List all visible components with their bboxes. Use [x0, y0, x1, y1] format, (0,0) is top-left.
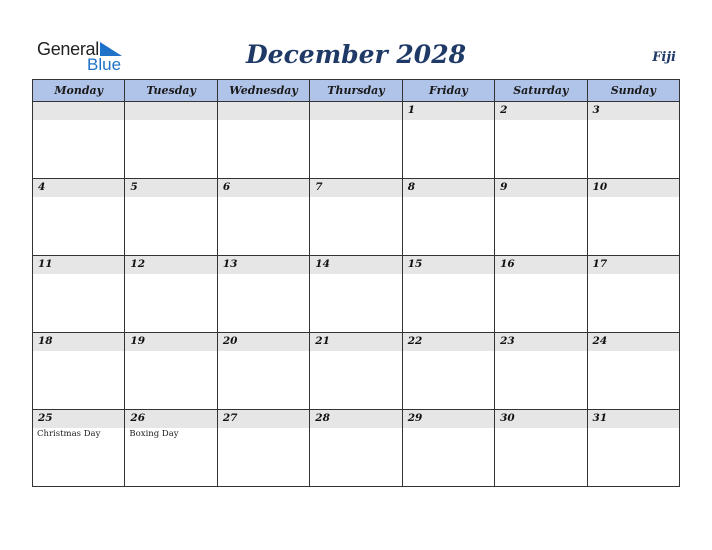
day-number: 27 — [222, 412, 238, 424]
calendar-grid — [32, 79, 680, 487]
day-cell — [402, 256, 494, 333]
day-number-strip — [588, 410, 679, 428]
day-number: 28 — [315, 412, 330, 424]
day-cell — [587, 333, 679, 410]
day-cell — [125, 333, 217, 410]
day-number-strip — [310, 102, 401, 120]
day-cell — [217, 179, 309, 256]
day-number-strip — [403, 256, 494, 274]
day-number: 8 — [407, 181, 415, 193]
day-cell — [217, 333, 309, 410]
day-cell — [125, 410, 217, 487]
logo-text-blue: Blue — [87, 55, 122, 74]
day-number: 4 — [38, 181, 46, 193]
day-cell — [495, 333, 587, 410]
day-cell — [217, 256, 309, 333]
day-number: 29 — [407, 412, 423, 424]
day-cell — [125, 102, 217, 179]
day-cell — [310, 256, 402, 333]
day-cell — [495, 179, 587, 256]
day-number-strip — [33, 410, 124, 428]
day-number-strip — [125, 410, 216, 428]
holiday-label: Boxing Day — [129, 429, 179, 439]
day-cell — [402, 102, 494, 179]
day-number: 14 — [315, 258, 330, 270]
day-cell — [495, 102, 587, 179]
day-number-strip — [310, 179, 401, 197]
day-number: 1 — [407, 104, 415, 116]
day-number-strip — [310, 333, 401, 351]
weekday-header-row — [33, 80, 680, 102]
day-number-strip — [403, 102, 494, 120]
day-number-strip — [588, 179, 679, 197]
day-number: 21 — [315, 335, 330, 347]
day-number: 9 — [500, 181, 508, 193]
calendar-title: December 2028 — [245, 40, 466, 69]
day-number-strip — [33, 179, 124, 197]
day-number: 6 — [222, 181, 231, 193]
day-number-strip — [218, 102, 309, 120]
day-number-strip — [588, 333, 679, 351]
day-number: 30 — [500, 412, 515, 424]
day-number-strip — [403, 333, 494, 351]
day-cell — [33, 102, 125, 179]
day-number: 11 — [38, 258, 53, 270]
day-number-strip — [33, 333, 124, 351]
day-number-strip — [125, 256, 216, 274]
day-number: 7 — [315, 181, 323, 193]
day-cell — [402, 333, 494, 410]
day-number-strip — [588, 256, 679, 274]
logo-text-general: General — [37, 39, 99, 59]
day-cell — [310, 102, 402, 179]
day-cell — [402, 179, 494, 256]
day-number-strip — [495, 410, 586, 428]
weekday-header: Thursday — [310, 80, 402, 102]
day-number: 24 — [592, 335, 608, 347]
day-number: 20 — [222, 335, 238, 347]
day-number-strip — [495, 256, 586, 274]
day-number-strip — [125, 333, 216, 351]
day-number-strip — [125, 102, 216, 120]
week-row — [33, 179, 680, 256]
day-number-strip — [310, 256, 401, 274]
day-cell — [217, 410, 309, 487]
day-cell — [33, 179, 125, 256]
day-cell — [310, 410, 402, 487]
day-number-strip — [218, 256, 309, 274]
day-number-strip — [495, 333, 586, 351]
day-number: 26 — [130, 412, 146, 424]
day-cell — [495, 410, 587, 487]
day-number: 2 — [500, 104, 508, 116]
day-cell — [217, 102, 309, 179]
day-cell — [495, 256, 587, 333]
day-cell — [587, 410, 679, 487]
day-number-strip — [588, 102, 679, 120]
day-number: 5 — [130, 181, 138, 193]
day-number-strip — [33, 102, 124, 120]
day-number-strip — [33, 256, 124, 274]
day-number-strip — [495, 179, 586, 197]
week-row — [33, 333, 680, 410]
day-cell — [33, 333, 125, 410]
weekday-header: Wednesday — [217, 80, 309, 102]
day-cell — [125, 256, 217, 333]
week-row — [33, 102, 680, 179]
weekday-header: Monday — [33, 80, 125, 102]
weekday-header: Tuesday — [125, 80, 217, 102]
day-number: 18 — [38, 335, 53, 347]
day-number-strip — [403, 410, 494, 428]
day-cell — [402, 410, 494, 487]
weekday-header: Sunday — [587, 80, 679, 102]
day-number: 15 — [407, 258, 423, 270]
day-number: 3 — [592, 104, 600, 116]
day-number: 12 — [130, 258, 146, 270]
day-number-strip — [125, 179, 216, 197]
day-number: 16 — [500, 258, 515, 270]
day-cell — [587, 179, 679, 256]
day-cell — [310, 333, 402, 410]
day-number-strip — [218, 410, 309, 428]
day-number: 22 — [407, 335, 423, 347]
day-number: 17 — [592, 258, 608, 270]
day-cell — [125, 179, 217, 256]
day-number-strip — [218, 333, 309, 351]
week-row — [33, 410, 680, 487]
day-number-strip — [310, 410, 401, 428]
day-number: 25 — [38, 412, 53, 424]
day-number-strip — [495, 102, 586, 120]
day-number-strip — [218, 179, 309, 197]
day-number: 13 — [222, 258, 238, 270]
weekday-header: Saturday — [495, 80, 587, 102]
day-number: 10 — [592, 181, 608, 193]
day-number: 23 — [500, 335, 515, 347]
day-number-strip — [403, 179, 494, 197]
day-cell — [587, 256, 679, 333]
day-number: 19 — [130, 335, 146, 347]
day-cell — [33, 256, 125, 333]
day-cell — [587, 102, 679, 179]
week-row — [33, 256, 680, 333]
day-cell — [33, 410, 125, 487]
day-number: 31 — [592, 412, 608, 424]
country-label: Fiji — [652, 50, 676, 65]
holiday-label: Christmas Day — [37, 429, 101, 439]
weekday-header: Friday — [402, 80, 494, 102]
day-cell — [310, 179, 402, 256]
